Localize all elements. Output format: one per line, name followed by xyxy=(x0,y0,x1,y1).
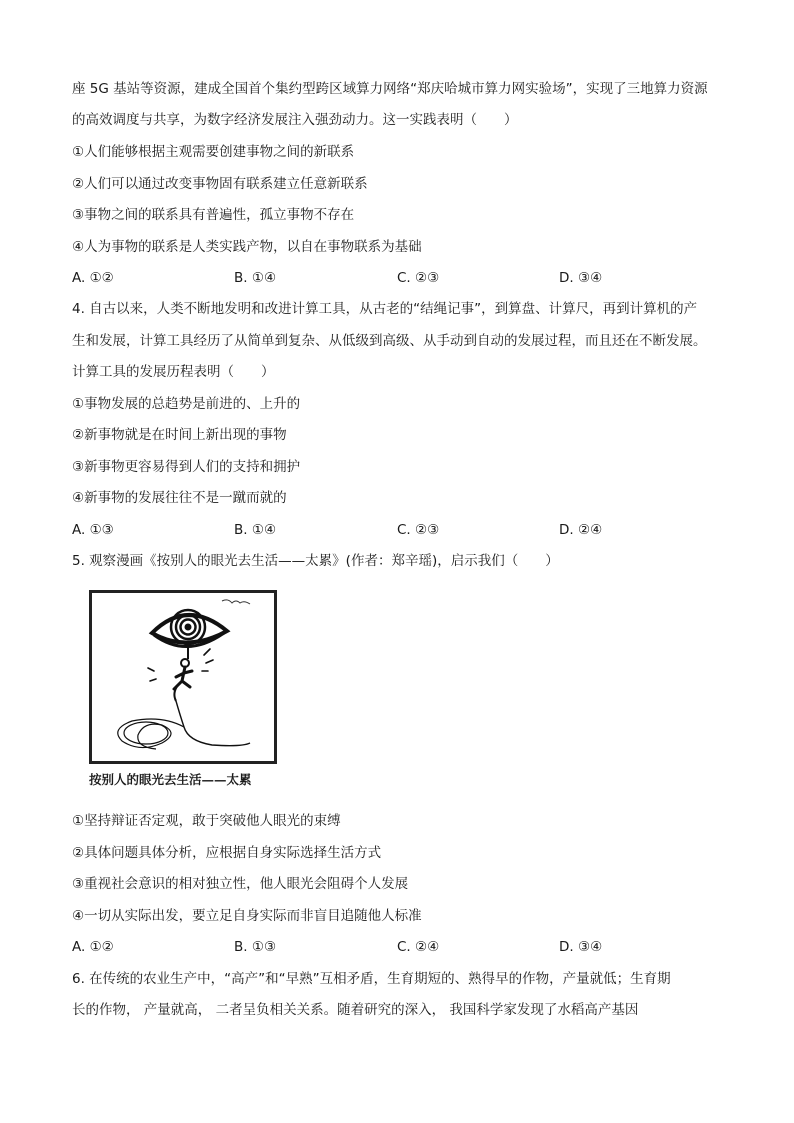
q4-option-a[interactable]: A. ①③ xyxy=(72,522,114,538)
q5-option-c[interactable]: C. ②④ xyxy=(397,939,440,955)
q6-stem-line1: 6. 在传统的农业生产中，“高产”和“早熟”互相矛盾，生育期短的、熟得早的作物，产量就低；生育期 xyxy=(72,971,671,987)
q6-stem-line2: 长的作物， 产量就高， 二者呈负相关关系。随着研究的深入， 我国科学家发现了水稻高产基因 xyxy=(72,1002,639,1018)
q3-statement-1: ①人们能够根据主观需要创建事物之间的新联系 xyxy=(72,144,355,160)
q4-statement-3: ③新事物更容易得到人们的支持和拥护 xyxy=(72,459,301,475)
q5-stem: 5. 观察漫画《按别人的眼光去生活——太累》(作者：郑辛瑶)，启示我们（ ） xyxy=(72,553,559,569)
q4-statement-2: ②新事物就是在时间上新出现的事物 xyxy=(72,427,287,443)
q4-stem-line2: 生和发展，计算工具经历了从简单到复杂、从低级到高级、从手动到自动的发展过程，而且还在不断发展。 xyxy=(72,333,707,349)
q3-option-c[interactable]: C. ②③ xyxy=(397,270,440,286)
q3-option-a[interactable]: A. ①② xyxy=(72,270,114,286)
q3-statement-2: ②人们可以通过改变事物固有联系建立任意新联系 xyxy=(72,176,368,192)
q5-statement-3: ③重视社会意识的相对独立性，他人眼光会阻碍个人发展 xyxy=(72,876,409,892)
q3-option-d[interactable]: D. ③④ xyxy=(559,270,603,286)
q4-stem-line1: 4. 自古以来，人类不断地发明和改进计算工具，从古老的“结绳记事”，到算盘、计算尺，再到计算机的产 xyxy=(72,301,698,317)
q4-stem-line3: 计算工具的发展历程表明（ ） xyxy=(72,364,275,380)
q3-stem-line2: 的高效调度与共享，为数字经济发展注入强劲动力。这一实践表明（ ） xyxy=(72,112,518,128)
q4-option-d[interactable]: D. ②④ xyxy=(559,522,603,538)
cartoon-caption: 按别人的眼光去生活——太累 xyxy=(89,772,252,787)
q4-statement-4: ④新事物的发展往往不是一蹴而就的 xyxy=(72,490,287,506)
q4-statement-1: ①事物发展的总趋势是前进的、上升的 xyxy=(72,396,301,412)
q5-option-d[interactable]: D. ③④ xyxy=(559,939,603,955)
q5-options xyxy=(72,938,732,956)
q5-statement-1: ①坚持辩证否定观，敢于突破他人眼光的束缚 xyxy=(72,813,341,829)
q3-statement-4: ④人为事物的联系是人类实践产物，以自在事物联系为基础 xyxy=(72,239,422,255)
q5-statement-4: ④一切从实际出发，要立足自身实际而非盲目追随他人标准 xyxy=(72,908,422,924)
q3-option-b[interactable]: B. ①④ xyxy=(234,270,277,286)
q5-option-a[interactable]: A. ①② xyxy=(72,939,114,955)
q3-options xyxy=(72,269,732,287)
eye-spiral-figure-illustration-icon xyxy=(92,593,274,761)
q3-stem-line1: 座 5G 基站等资源，建成全国首个集约型跨区域算力网络“郑庆哈城市算力网实验场”，实现了三地算力资源 xyxy=(72,81,708,97)
cartoon-image xyxy=(89,590,277,764)
q4-options xyxy=(72,521,732,539)
q4-option-c[interactable]: C. ②③ xyxy=(397,522,440,538)
q3-statement-3: ③事物之间的联系具有普遍性，孤立事物不存在 xyxy=(72,207,355,223)
q4-option-b[interactable]: B. ①④ xyxy=(234,522,277,538)
q5-statement-2: ②具体问题具体分析，应根据自身实际选择生活方式 xyxy=(72,845,382,861)
q5-option-b[interactable]: B. ①③ xyxy=(234,939,277,955)
